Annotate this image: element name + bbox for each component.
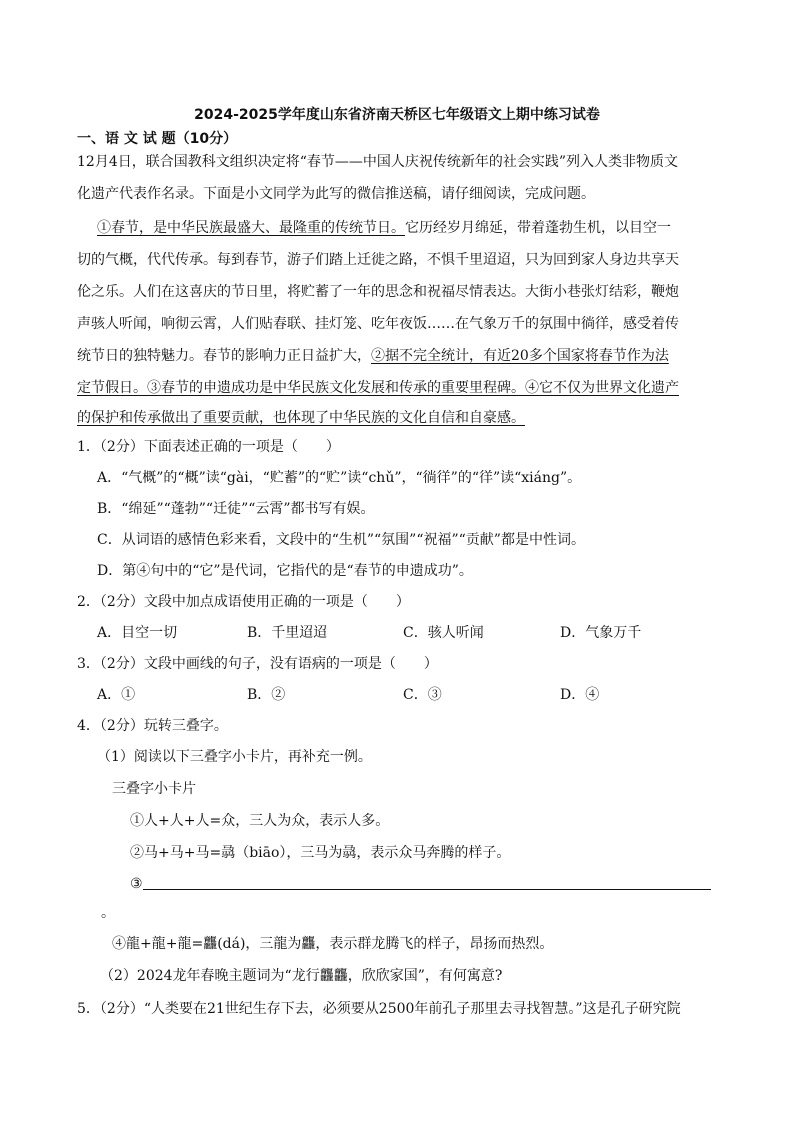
- card-item-3: [130, 874, 711, 894]
- question-3-option-b[interactable]: B．②: [247, 687, 286, 703]
- question-4-stem: 4．（2分）玩转三叠字。: [77, 718, 228, 734]
- exam-title: 2024-2025学年度山东省济南天桥区七年级语文上期中练习试卷: [194, 107, 600, 123]
- answer-blank-line[interactable]: [143, 875, 711, 890]
- question-1-option-a[interactable]: A．“气概”的“概”读“gài，“贮蓄”的“贮”读“chǔ”，“徜徉”的“徉”读“xiáng”。: [97, 470, 582, 486]
- underlined-sentence-1: ①春节，是中华民族最盛大、最隆重的传统节日。: [97, 220, 405, 236]
- question-1-option-c[interactable]: C．从词语的感情色彩来看，文段中的“生机”“氛围”“祝福”“贡献”都是中性词。: [97, 532, 585, 548]
- card-item-2: ②马+马+马=骉（biāo），三马为骉，表示众马奔腾的样子。: [130, 845, 511, 861]
- passage-text: 它历经岁月绵延，带着蓬勃生机，以目空一: [405, 220, 671, 236]
- question-4-subquestion-1: （1）阅读以下三叠字小卡片，再补充一例。: [97, 749, 372, 765]
- intro-line-1: 12月4日，联合国教科文组织决定将“春节——中国人庆祝传统新年的社会实践”列入人类非物质文: [77, 154, 679, 170]
- section-heading: 一、语 文 试 题（10分）: [77, 131, 238, 147]
- underlined-sentence-2: ②据不完全统计，有近20多个国家将春节作为法: [371, 348, 669, 364]
- passage-line-4: 声骇人听闻，响彻云霄，人们贴春联、挂灯笼、吃年夜饭……在气象万千的氛围中徜徉，感受着传: [77, 316, 679, 332]
- passage-text: 统节日的独特魅力。春节的影响力正日益扩大，: [77, 348, 371, 364]
- passage-line-2: 切的气概，代代传承。每到春节，游子们踏上迁徙之路，不惧千里迢迢，只为回到家人身边共享天: [77, 252, 679, 268]
- card-item-1: ①人+人+人=众，三人为众，表示人多。: [130, 813, 390, 829]
- question-2-option-b[interactable]: B．千里迢迢: [247, 625, 328, 641]
- underlined-sentence-3: ③春节的申遗成功是中华民族文化发展和传承的重要里程碑。: [147, 380, 525, 396]
- question-3-option-d[interactable]: D．④: [560, 687, 600, 703]
- question-3-option-c[interactable]: C．③: [403, 687, 442, 703]
- question-4-subquestion-2: （2）2024龙年春晚主题词为“龙行龘龘，欣欣家国”，有何寓意?: [100, 968, 503, 984]
- question-3-stem: 3．（2分）文段中画线的句子，没有语病的一项是（ ）: [77, 656, 438, 672]
- passage-line-7: [77, 408, 525, 428]
- underlined-sentence-2-end: 定节假日。: [77, 380, 147, 396]
- question-1-stem: 1．（2分）下面表述正确的一项是（ ）: [77, 439, 340, 455]
- card-item-3-period: 。: [101, 905, 115, 921]
- question-3-option-a[interactable]: A．①: [97, 687, 136, 703]
- card-item-3-marker: ③: [130, 876, 143, 892]
- passage-line-3: 伦之乐。人们在这喜庆的节日里，将贮蓄了一年的思念和祝福尽情表达。大街小巷张灯结彩，鞭炮: [77, 284, 679, 300]
- passage-line-5: [77, 346, 669, 366]
- question-2-option-d[interactable]: D．气象万千: [560, 625, 642, 641]
- passage-line-1: [97, 218, 671, 238]
- question-1-option-d[interactable]: D．第④句中的“它”是代词，它指代的是“春节的申遗成功”。: [97, 563, 473, 579]
- card-title: 三叠字小卡片: [112, 781, 196, 797]
- underlined-sentence-4: ④它不仅为世界文化遗产: [525, 380, 679, 396]
- question-1-option-b[interactable]: B．“绵延”“蓬勃”“迁徒”“云霄”都书写有娱。: [97, 501, 375, 517]
- passage-line-6: [77, 378, 679, 398]
- question-2-option-c[interactable]: C．骇人听闻: [403, 625, 484, 641]
- question-2-option-a[interactable]: A．目空一切: [97, 625, 178, 641]
- intro-line-2: 化遗产代表作名录。下面是小文同学为此写的微信推送稿，请仔细阅读，完成问题。: [77, 186, 595, 202]
- question-2-stem: 2．（2分）文段中加点成语使用正确的一项是（ ）: [77, 594, 410, 610]
- underlined-sentence-4-end: 的保护和传承做出了重要贡献，也体现了中华民族的文化自信和自豪感。: [77, 410, 525, 426]
- card-item-4: ④龍+龍+龍=龘(dá)，三龍为龘，表示群龙腾飞的样子，昂扬而热烈。: [112, 936, 554, 952]
- question-5-stem: 5．（2分）“人类要在21世纪生存下去，必须要从2500年前孔子那里去寻找智慧。”这是孔子研究院: [77, 1001, 681, 1017]
